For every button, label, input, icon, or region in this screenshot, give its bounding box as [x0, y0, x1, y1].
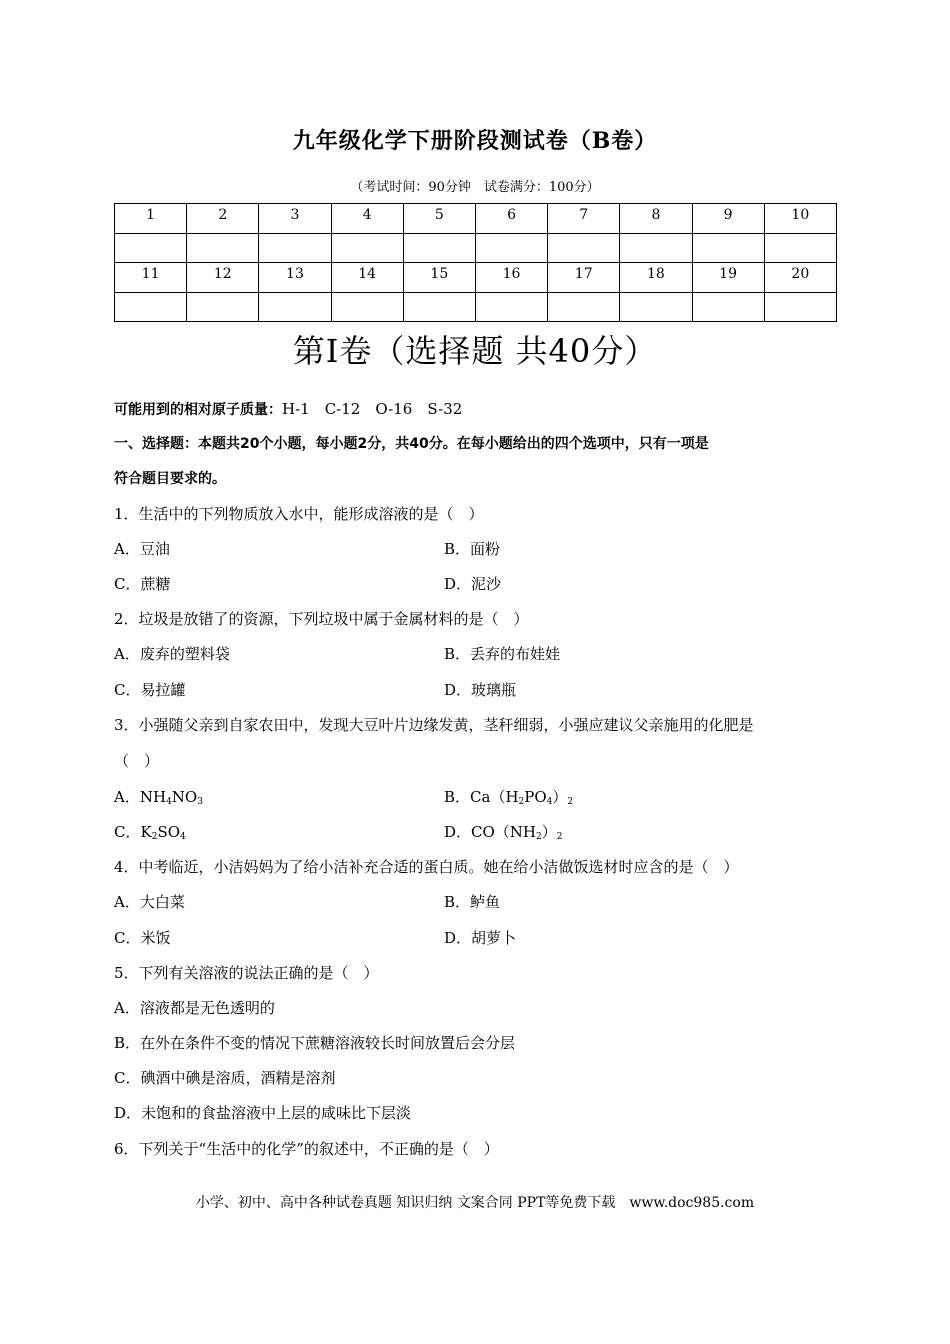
answer-number: 7: [548, 204, 620, 234]
question-1-option-b[interactable]: B．面粉: [444, 540, 501, 558]
formula-subscript: 2: [518, 797, 525, 807]
answer-number: 6: [475, 204, 547, 234]
answer-cell[interactable]: [115, 292, 187, 322]
question-1-stem: 1．生活中的下列物质放入水中，能形成溶液的是（ ）: [114, 505, 484, 523]
question-4-option-b[interactable]: B．鲈鱼: [444, 893, 501, 911]
formula-part: ）: [552, 788, 568, 806]
answer-cell[interactable]: [692, 292, 764, 322]
answer-cell[interactable]: [331, 292, 403, 322]
answer-number: 8: [620, 204, 692, 234]
formula-subscript: 2: [567, 797, 574, 807]
question-2-option-d[interactable]: D．玻璃瓶: [444, 681, 517, 699]
question-3-stem: 3．小强随父亲到自家农田中，发现大豆叶片边缘发黄，茎秆细弱，小强应建议父亲施用的化肥是: [114, 716, 754, 734]
answer-cell[interactable]: [548, 233, 620, 263]
exam-title: 九年级化学下册阶段测试卷（B卷）: [292, 128, 658, 154]
answer-cell[interactable]: [764, 233, 836, 263]
formula-part: SO: [157, 823, 181, 841]
answer-number-row-2: [115, 263, 837, 293]
answer-number: 2: [187, 204, 259, 234]
answer-cell[interactable]: [475, 233, 547, 263]
answer-number: 13: [259, 263, 331, 293]
formula-part: NO: [171, 788, 198, 806]
section-title: 第Ⅰ卷（选择题 共40分）: [292, 332, 658, 370]
answer-cell[interactable]: [259, 233, 331, 263]
answer-number: 9: [692, 204, 764, 234]
option-prefix: D．: [444, 823, 472, 841]
answer-cell[interactable]: [331, 233, 403, 263]
formula-subscript: 2: [151, 832, 158, 842]
formula-subscript: 3: [197, 797, 203, 807]
answer-cell[interactable]: [259, 292, 331, 322]
question-4-option-c[interactable]: C．米饭: [114, 929, 171, 947]
instruction-line-1: 一、选择题：本题共20个小题，每小题2分，共40分。在每小题给出的四个选项中，只有一项是: [114, 436, 709, 452]
answer-cell[interactable]: [187, 233, 259, 263]
question-1-option-c[interactable]: C．蔗糖: [114, 575, 171, 593]
question-3-stem-cont: （ ）: [114, 752, 160, 770]
answer-number: 19: [692, 263, 764, 293]
answer-number: 12: [187, 263, 259, 293]
answer-cell[interactable]: [620, 233, 692, 263]
answer-number-row-1: [115, 204, 837, 234]
answer-blank-row-1: [115, 233, 837, 263]
answer-number: 20: [764, 263, 836, 293]
question-1-option-d[interactable]: D．泥沙: [444, 575, 502, 593]
question-2-option-c[interactable]: C．易拉罐: [114, 681, 186, 699]
question-2-option-a[interactable]: A．废弃的塑料袋: [114, 645, 230, 663]
answer-number: 10: [764, 204, 836, 234]
formula-subscript: 2: [536, 832, 542, 842]
formula-subscript: 2: [556, 832, 563, 842]
question-2-option-b[interactable]: B．丢弃的布娃娃: [444, 645, 561, 663]
answer-number: 3: [259, 204, 331, 234]
option-prefix: A．: [114, 788, 140, 806]
formula-part: ）: [541, 823, 557, 841]
option-prefix: C．: [114, 823, 141, 841]
formula-subscript: 4: [546, 797, 553, 807]
answer-number: 4: [331, 204, 403, 234]
answer-number: 1: [115, 204, 187, 234]
answer-cell[interactable]: [403, 233, 475, 263]
question-5-option-d[interactable]: D．未饱和的食盐溶液中上层的咸味比下层淡: [114, 1104, 412, 1122]
question-6-stem: 6．下列关于“生活中的化学”的叙述中，不正确的是（ ）: [114, 1140, 499, 1158]
formula-part: K: [140, 823, 152, 841]
atomic-mass-line: [114, 398, 462, 419]
answer-number: 11: [115, 263, 187, 293]
answer-cell[interactable]: [115, 233, 187, 263]
question-4-stem: 4．中考临近，小洁妈妈为了给小洁补充合适的蛋白质。她在给小洁做饭选材时应含的是（ ）: [114, 858, 739, 876]
atomic-mass-label: 可能用到的相对原子质量：: [114, 402, 282, 418]
answer-blank-row-2: [115, 292, 837, 322]
answer-number: 18: [620, 263, 692, 293]
answer-cell[interactable]: [187, 292, 259, 322]
formula-part: NH: [139, 788, 167, 806]
answer-number: 16: [475, 263, 547, 293]
page-footer: 小学、初中、高中各种试卷真题 知识归纳 文案合同 PPT等免费下载 www.doc985.com: [195, 1195, 755, 1211]
atomic-mass-values: H-1 C-12 O-16 S-32: [282, 400, 463, 418]
answer-number: 5: [403, 204, 475, 234]
answer-cell[interactable]: [692, 233, 764, 263]
instruction-line-2: 符合题目要求的。: [114, 471, 226, 487]
question-5-option-b[interactable]: B．在外在条件不变的情况下蔗糖溶液较长时间放置后会分层: [114, 1034, 516, 1052]
question-3-option-a[interactable]: [114, 786, 203, 807]
answer-cell[interactable]: [620, 292, 692, 322]
question-5-option-a[interactable]: A．溶液都是无色透明的: [114, 999, 275, 1017]
question-3-option-b[interactable]: [444, 786, 573, 807]
answer-number: 14: [331, 263, 403, 293]
answer-cell[interactable]: [548, 292, 620, 322]
exam-subtitle: （考试时间：90分钟 试卷满分：100分）: [350, 180, 600, 195]
question-4-option-a[interactable]: A．大白菜: [114, 893, 185, 911]
question-5-option-c[interactable]: C．碘酒中碘是溶质，酒精是溶剂: [114, 1069, 336, 1087]
answer-table: [114, 203, 837, 322]
question-4-option-d[interactable]: D．胡萝卜: [444, 929, 517, 947]
question-5-stem: 5．下列有关溶液的说法正确的是（ ）: [114, 964, 379, 982]
question-1-option-a[interactable]: A．豆油: [114, 540, 170, 558]
answer-number: 15: [403, 263, 475, 293]
question-2-stem: 2．垃圾是放错了的资源，下列垃圾中属于金属材料的是（ ）: [114, 610, 529, 628]
answer-number: 17: [548, 263, 620, 293]
answer-cell[interactable]: [764, 292, 836, 322]
answer-cell[interactable]: [475, 292, 547, 322]
formula-part: CO（NH: [471, 823, 537, 841]
answer-cell[interactable]: [403, 292, 475, 322]
formula-part: Ca（H: [470, 788, 519, 806]
option-prefix: B．: [444, 788, 471, 806]
formula-part: PO: [524, 788, 547, 806]
question-3-option-d[interactable]: [444, 821, 563, 842]
formula-subscript: 4: [166, 797, 172, 807]
question-3-option-c[interactable]: [114, 821, 186, 842]
formula-subscript: 4: [180, 832, 186, 842]
